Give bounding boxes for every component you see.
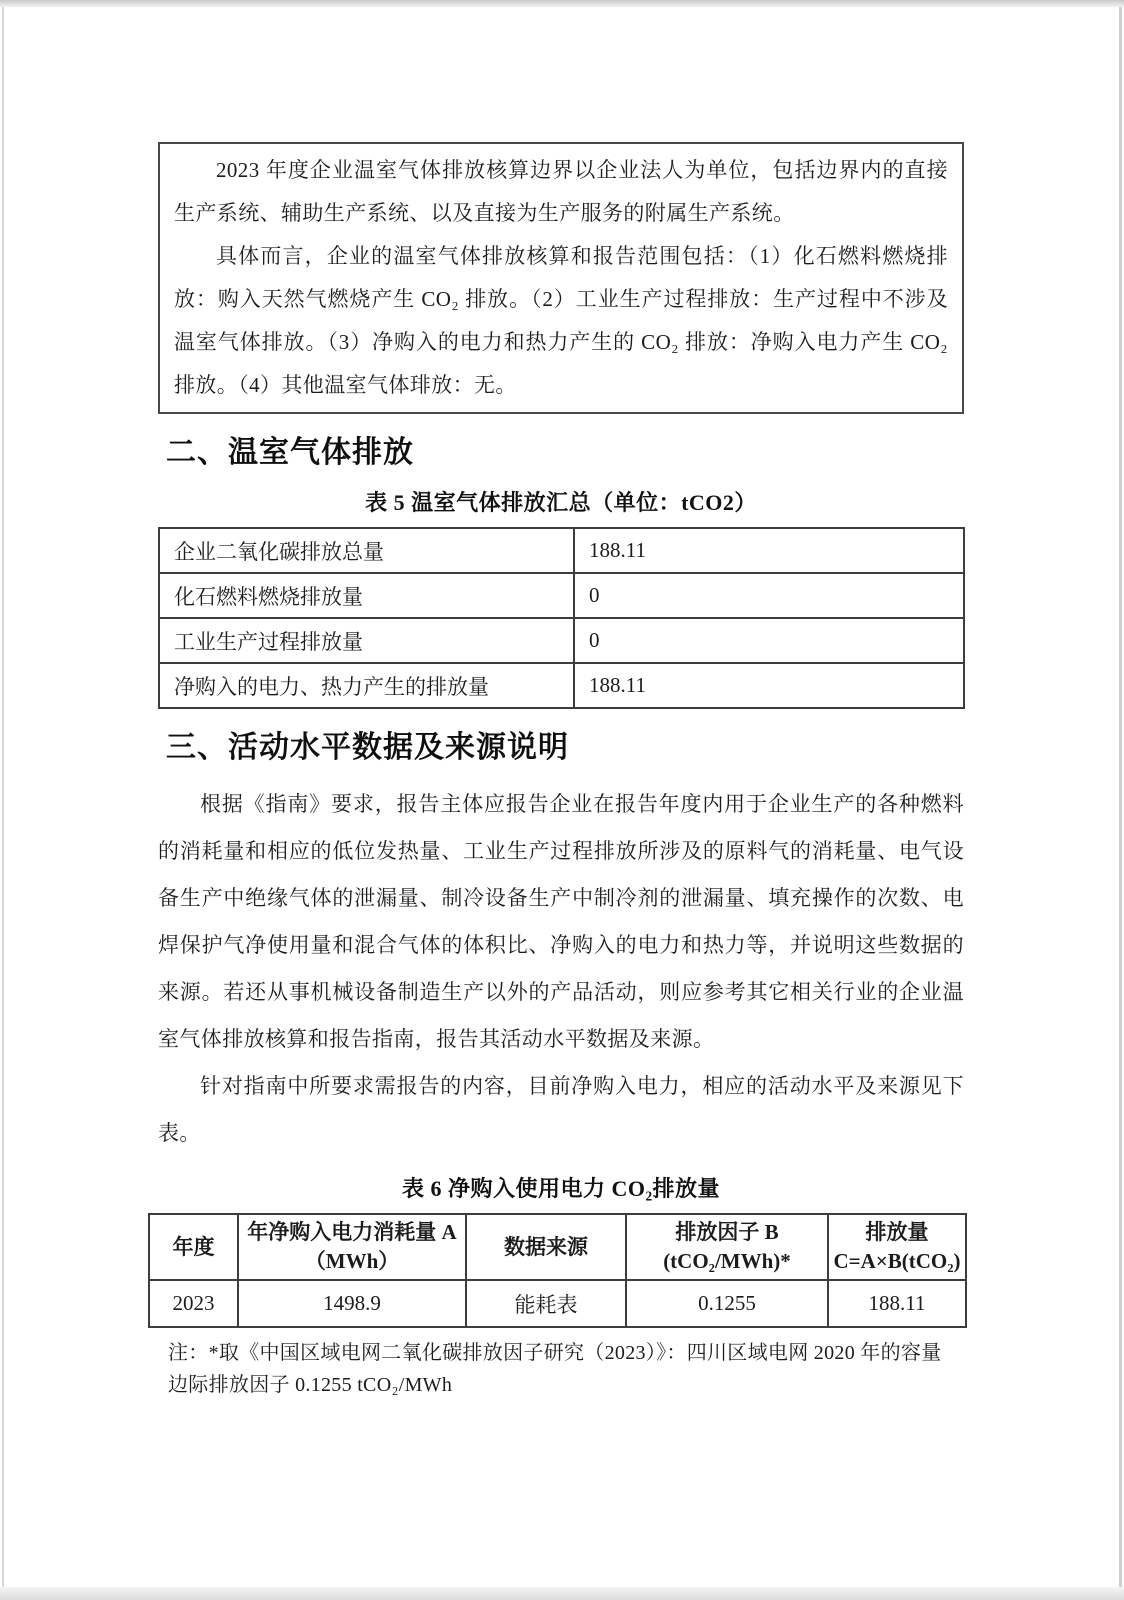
row-label: 企业二氧化碳排放总量 [159,528,574,573]
table6-electricity-co2 [148,1213,967,1328]
header-line: 年净购入电力消耗量 A [247,1220,457,1244]
table-row [159,618,964,663]
cell-emissions: 188.11 [828,1280,966,1327]
scan-edge-top [0,0,1124,7]
table5-caption: 表 5 温室气体排放汇总（单位：tCO2） [365,490,757,515]
header-line: 排放因子 B [675,1220,779,1244]
activity-data-paragraph: 针对指南中所要求需报告的内容，目前净购入电力，相应的活动水平及来源见下表。 [158,1074,964,1145]
header-year [149,1214,238,1280]
table-row [159,528,964,573]
header-line: 年度 [172,1234,215,1259]
header-data-source [466,1214,626,1280]
table5-ghg-summary [158,527,965,709]
page-content [158,142,964,1401]
table6-footnote: 注：*取《中国区域电网二氧化碳排放因子研究（2023）》：四川区域电网 2020 年的容量边际排放因子 0.1255 tCO₂/MWh [168,1342,942,1396]
header-line: （MWh） [304,1249,400,1273]
cell-data-source: 能耗表 [466,1280,626,1327]
header-line: C=A×B(tCO₂) [833,1249,961,1273]
header-emission-factor [626,1214,828,1280]
scan-edge-right [1119,7,1122,1587]
header-line: (tCO₂/MWh)* [663,1249,791,1273]
row-value: 188.11 [574,528,964,573]
table-row [159,663,964,708]
row-label: 工业生产过程排放量 [159,618,574,663]
table6-caption: 表 6 净购入使用电力 CO₂排放量 [401,1176,721,1201]
scan-edge-bottom [0,1587,1124,1600]
activity-data-paragraph: 根据《指南》要求，报告主体应报告企业在报告年度内用于企业生产的各种燃料的消耗量和相应的低位发热量、工业生产过程排放所涉及的原料气的消耗量、电气设备生产中绝缘气体的泄漏量、制冷设备生产中制冷剂的泄漏量、填充操作的次数、电焊保护气净使用量和混合气体的体积比、净购入的电力和热力等，并说明这些数据的来源。若还从事机械设备制造生产以外的产品活动，则应参考其它相关行业的企业温室气体排放核算和报告指南，报告其活动水平数据及来源。 [158,792,964,1051]
scan-edge-left [2,7,4,1587]
boundary-paragraph: 2023 年度企业温室气体排放核算边界以企业法人为单位，包括边界内的直接生产系统、辅助生产系统、以及直接为生产服务的附属生产系统。 [174,158,948,225]
header-consumption [238,1214,466,1280]
row-label: 净购入的电力、热力产生的排放量 [159,663,574,708]
header-line: 数据来源 [504,1234,588,1259]
header-emissions [828,1214,966,1280]
table-row [159,573,964,618]
section-heading-activity-data: 三、活动水平数据及来源说明 [166,731,569,764]
cell-emission-factor: 0.1255 [626,1280,828,1327]
cell-year: 2023 [149,1280,238,1327]
table-header-row [149,1214,966,1280]
table-row [149,1280,966,1327]
header-line: 排放量 [865,1220,929,1244]
row-value: 188.11 [574,663,964,708]
cell-consumption: 1498.9 [238,1280,466,1327]
row-value: 0 [574,618,964,663]
section-heading-ghg-emissions: 二、温室气体排放 [166,436,414,469]
scope-paragraph: 具体而言，企业的温室气体排放核算和报告范围包括：（1）化石燃料燃烧排放：购入天然气燃烧产生 CO₂ 排放。（2）工业生产过程排放：生产过程中不涉及温室气体排放。（3）净购入的电力和热力产生的 CO₂ 排放：净购入电力产生 CO₂ 排放。（4）其他温室气体琲放：无。 [174,244,948,397]
row-label: 化石燃料燃烧排放量 [159,573,574,618]
accounting-boundary-box [158,142,964,414]
row-value: 0 [574,573,964,618]
